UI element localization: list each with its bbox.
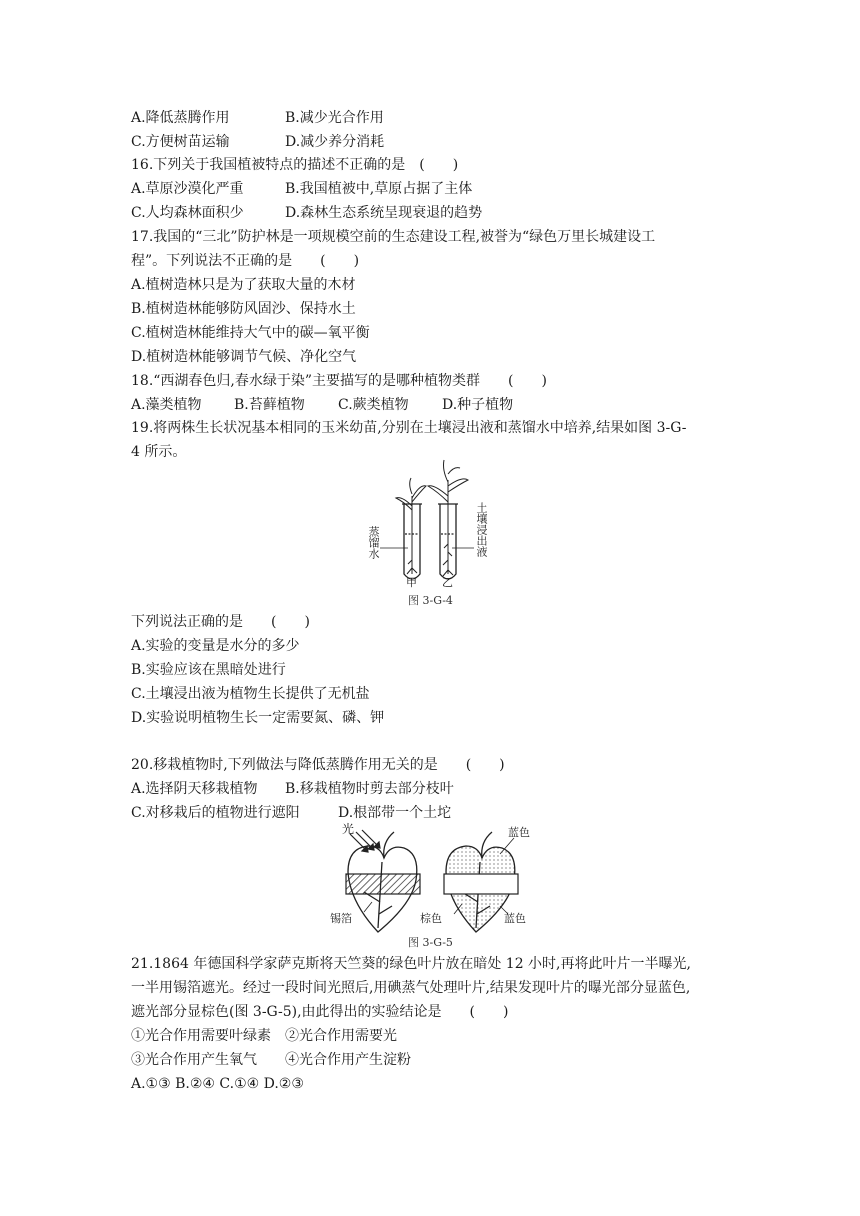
q20-option-b: B.移栽植物时剪去部分枝叶 [285,781,454,797]
q18-option-b: B.苔藓植物 [234,397,305,413]
label-tinfoil: 锡箔 [330,912,352,925]
unexposed-strip [444,874,518,894]
label-blue-top: 蓝色 [508,826,530,839]
q17-stem-line1: 17.我国的“三北”防护林是一项规模空前的生态建设工程,被誉为“绿色万里长城建设工 [131,229,656,245]
q20-option-c: C.对移栽后的植物进行遮阳 [131,805,300,821]
figure-3-g-4-caption: 图 3-G-4 [408,594,453,607]
q15-option-a: A.降低蒸腾作用 [131,110,230,126]
q19-prompt: 下列说法正确的是 ( ) [131,614,310,630]
q16-option-c: C.人均森林面积少 [131,205,244,221]
q16-option-d: D.森林生态系统呈现衰退的趋势 [285,205,483,221]
q19-stem-line1: 19.将两株生长状况基本相同的玉米幼苗,分别在土壤浸出液和蒸馏水中培养,结果如图 3-G- [131,420,687,436]
q20-option-d: D.根部带一个土坨 [338,805,452,821]
label-tube-yi: 乙 [442,576,453,589]
q18-option-c: C.蕨类植物 [338,397,409,413]
q16-option-b: B.我国植被中,草原占据了主体 [285,181,473,197]
figure-3-g-5 [328,822,538,934]
q17-option-b: B.植树造林能够防风固沙、保持水土 [131,301,356,317]
q15-option-b: B.减少光合作用 [285,110,384,126]
q21-stem-line1: 21.1864 年德国科学家萨克斯将天竺葵的绿色叶片放在暗处 12 小时,再将此叶片一半曝光, [131,956,691,972]
q19-stem-line2: 4 所示。 [131,444,187,460]
q17-option-a: A.植树造林只是为了获取大量的木材 [131,277,356,293]
q18-option-d: D.种子植物 [442,397,514,413]
q20-stem: 20.移栽植物时,下列做法与降低蒸腾作用无关的是 ( ) [131,757,505,773]
label-brown: 棕色 [420,912,442,925]
q19-option-b: B.实验应该在黑暗处进行 [131,662,286,678]
label-light: 光 [342,822,355,836]
q16-stem: 16.下列关于我国植被特点的描述不正确的是 ( ) [131,157,459,173]
label-distilled-water: 蒸馏水 [367,526,380,559]
light-arrows [350,830,380,852]
figure-3-g-5-caption: 图 3-G-5 [408,936,453,949]
q19-option-c: C.土壤浸出液为植物生长提供了无机盐 [131,686,370,702]
q19-option-d: D.实验说明植物生长一定需要氮、磷、钾 [131,710,385,726]
tinfoil-strip [346,874,420,894]
seedling-jia [396,478,426,574]
q18-option-a: A.藻类植物 [131,397,202,413]
q17-option-d: D.植树造林能够调节气候、净化空气 [131,349,357,365]
q17-option-c: C.植树造林能维持大气中的碳—氧平衡 [131,325,370,341]
q21-statement-1: ①光合作用需要叶绿素 ②光合作用需要光 [131,1028,397,1044]
q19-option-a: A.实验的变量是水分的多少 [131,638,300,654]
label-soil-extract: 土壤浸出液 [475,502,488,557]
q20-option-a: A.选择阴天移栽植物 [131,781,258,797]
q15-option-d: D.减少养分消耗 [285,134,385,150]
q21-stem-line2: 一半用锡箔遮光。经过一段时间光照后,用碘蒸气处理叶片,结果发现叶片的曝光部分显蓝色, [131,980,691,996]
label-blue-bottom: 蓝色 [504,912,526,925]
q21-answer-options: A.①③ B.②④ C.①④ D.②③ [131,1076,304,1092]
seedling-yi [428,460,468,576]
q21-statement-2: ③光合作用产生氧气 ④光合作用产生淀粉 [131,1052,411,1068]
q17-stem-line2: 程”。下列说法不正确的是 ( ) [131,253,360,269]
label-tube-jia: 甲 [406,576,417,589]
q16-option-a: A.草原沙漠化严重 [131,181,244,197]
q21-stem-line3: 遮光部分显棕色(图 3-G-5),由此得出的实验结论是 ( ) [131,1004,509,1020]
q18-stem: 18.“西湖春色归,春水绿于染”主要描写的是哪种植物类群 ( ) [131,373,547,389]
figure-3-g-4 [368,456,498,590]
q15-option-c: C.方便树苗运输 [131,134,230,150]
